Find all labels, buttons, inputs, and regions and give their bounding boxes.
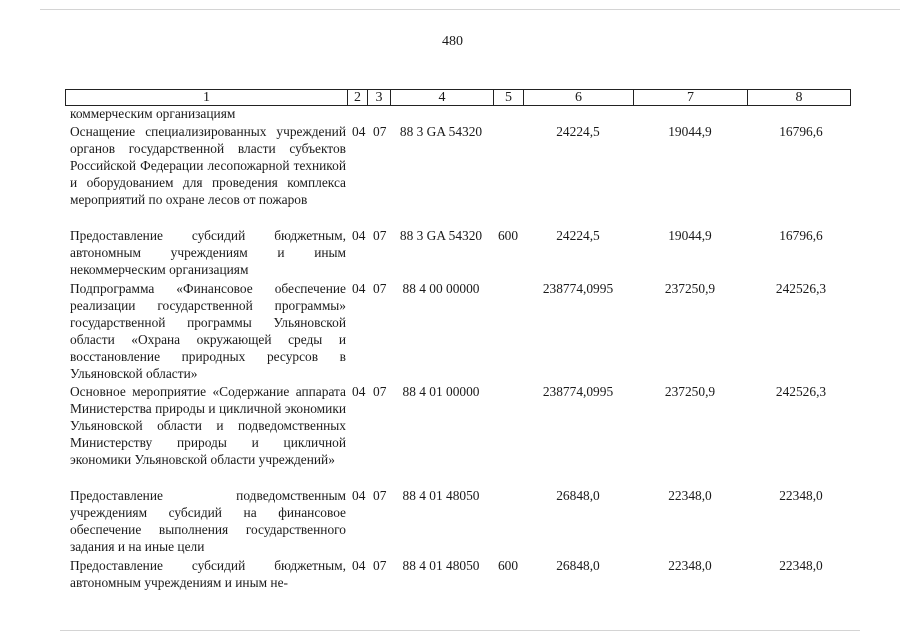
row-amount-3: 16796,6 (779, 124, 823, 139)
row-target-code: 88 4 01 00000 (402, 384, 480, 399)
header-cell: 7 (634, 90, 748, 105)
row-amount-2: 22348,0 (668, 558, 712, 573)
row-amount-2: 237250,9 (664, 281, 716, 296)
row-amount-3: 22348,0 (779, 558, 823, 573)
row-section: 04 (352, 228, 366, 243)
header-cell: 1 (66, 90, 348, 105)
row-subsection: 07 (373, 281, 387, 296)
row-section: 04 (352, 124, 366, 139)
header-cell: 2 (348, 90, 368, 105)
row-amount-2: 22348,0 (668, 488, 712, 503)
row-subsection: 07 (373, 228, 387, 243)
row-description: Оснащение специализированных учреждений органов государственной власти субъектов Российской Федерации лесопожарной техникой и оборудованием для проведения комплекса мероприятий по охране лесов от пожаров (70, 124, 346, 207)
row-expense-type: 600 (497, 558, 519, 573)
header-cell: 5 (494, 90, 524, 105)
row-amount-1: 26848,0 (556, 488, 600, 503)
row-section: 04 (352, 281, 366, 296)
row-expense-type: 600 (497, 228, 519, 243)
row-amount-2: 19044,9 (668, 228, 712, 243)
row-subsection: 07 (373, 558, 387, 573)
header-cell: 6 (524, 90, 634, 105)
row-amount-3: 242526,3 (775, 384, 827, 399)
row-subsection: 07 (373, 124, 387, 139)
row-amount-1: 238774,0995 (542, 281, 614, 296)
row-description: Основное мероприятие «Содержание аппарата Министерства природы и цикличной экономики Ульяновской области и подведомственных Министерству природы и цикличной экономики Ульяновской области учреждений» (70, 384, 346, 467)
row-target-code: 88 4 01 48050 (402, 558, 480, 573)
row-amount-1: 26848,0 (556, 558, 600, 573)
row-description: Предоставление субсидий бюджетным, автономным учреждениям и иным некоммерческим организациям (70, 228, 346, 277)
row-description: Подпрограмма «Финансовое обеспечение реализации государственной программы» государственной программы Ульяновской области «Охрана окружающей среды и восстановление природных ресурсов в Ульяновской области» (70, 281, 346, 381)
row-amount-3: 22348,0 (779, 488, 823, 503)
row-section: 04 (352, 488, 366, 503)
row-amount-2: 19044,9 (668, 124, 712, 139)
scan-edge-bottom (60, 630, 860, 631)
row-target-code: 88 3 GA 54320 (399, 228, 483, 243)
row-section: 04 (352, 558, 366, 573)
row-target-code: 88 4 00 00000 (402, 281, 480, 296)
row-subsection: 07 (373, 384, 387, 399)
row-amount-1: 24224,5 (556, 124, 600, 139)
row-target-code: 88 3 GA 54320 (399, 124, 483, 139)
row-description: Предоставление подведомственным учреждениям субсидий на финансовое обеспечение выполнения государственного задания и на иные цели (70, 488, 346, 554)
header-cell: 3 (368, 90, 391, 105)
row-amount-1: 238774,0995 (542, 384, 614, 399)
row-amount-3: 16796,6 (779, 228, 823, 243)
row-section: 04 (352, 384, 366, 399)
row-amount-1: 24224,5 (556, 228, 600, 243)
row-subsection: 07 (373, 488, 387, 503)
row-amount-2: 237250,9 (664, 384, 716, 399)
row-description: Предоставление субсидий бюджетным, автономным учреждениям и иным не- (70, 558, 346, 590)
row-description: коммерческим организациям (70, 106, 236, 121)
page-number: 480 (442, 34, 463, 49)
row-target-code: 88 4 01 48050 (402, 488, 480, 503)
header-cell: 4 (391, 90, 494, 105)
scan-edge-top (40, 9, 900, 10)
header-cell: 8 (795, 90, 803, 105)
row-amount-3: 242526,3 (775, 281, 827, 296)
table-header (65, 89, 851, 106)
